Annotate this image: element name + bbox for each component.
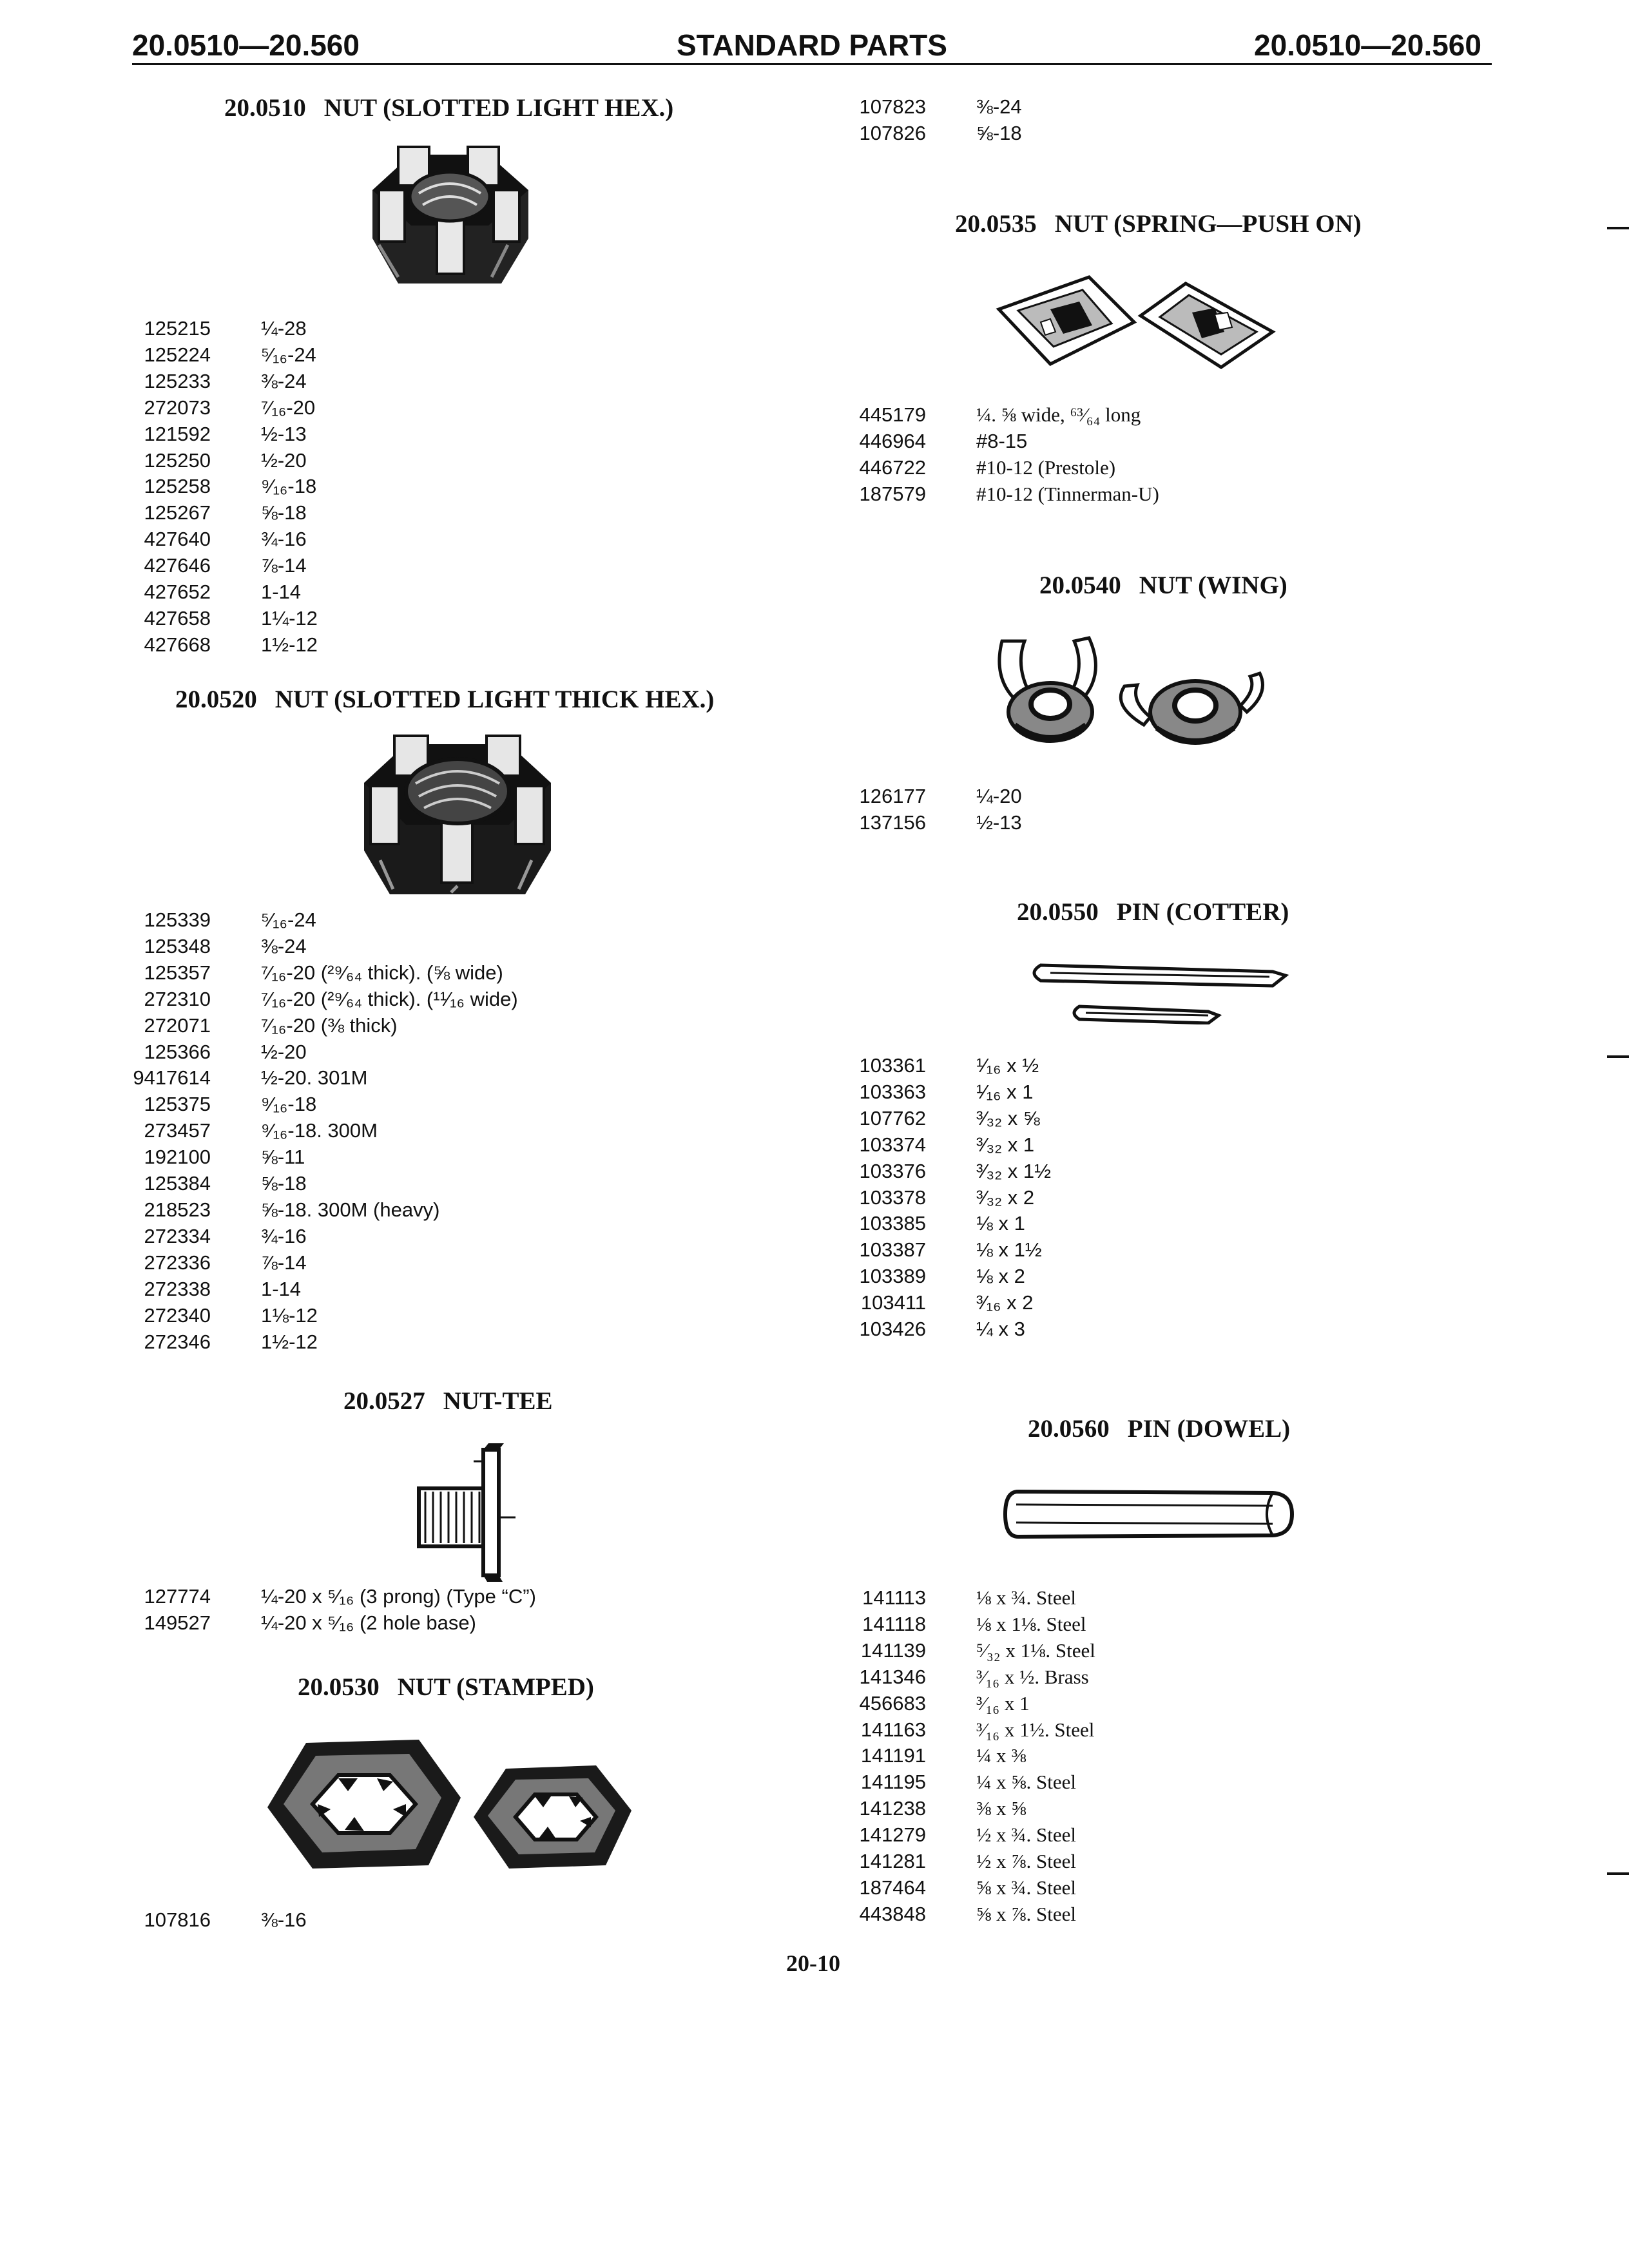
list-item — [841, 783, 1022, 810]
part-description: ⅜-24 — [976, 95, 1022, 118]
section-number: 20.0560 — [1028, 1415, 1110, 1443]
part-number: 103411 — [860, 1291, 926, 1314]
part-number: 125250 — [144, 448, 211, 472]
part-number: 137156 — [859, 811, 926, 834]
part-number: 187579 — [859, 482, 926, 505]
part-number: 272336 — [144, 1251, 211, 1274]
part-number: 272071 — [144, 1014, 211, 1037]
parts-list-0530-left — [126, 1907, 307, 1934]
part-number: 427652 — [144, 581, 211, 604]
header-left-range: 20.0510—20.560 — [132, 28, 360, 62]
list-item — [841, 1717, 1095, 1744]
parts-list-0527 — [126, 1584, 536, 1637]
section-name: NUT-TEE — [443, 1387, 553, 1415]
part-description: ³⁄₁₆ x ½. Brass — [976, 1665, 1089, 1688]
part-description: ⁵⁄₁₆-24 — [261, 343, 316, 366]
part-description: ³⁄₁₆ x 1 — [976, 1691, 1030, 1715]
part-number: 273457 — [144, 1119, 211, 1142]
part-description: ¼. ⅝ wide, ⁶³⁄₆₄ long — [976, 403, 1141, 426]
tee-nut-illustration — [412, 1443, 522, 1582]
part-number: 443848 — [859, 1902, 926, 1925]
part-number: 427646 — [144, 554, 211, 577]
list-item — [841, 120, 1022, 147]
part-number: 103378 — [859, 1186, 926, 1209]
section-name: NUT (SLOTTED LIGHT THICK HEX.) — [275, 686, 715, 713]
part-description: 1½-12 — [261, 1330, 318, 1353]
part-number: 141163 — [860, 1718, 926, 1741]
part-number: 107762 — [859, 1106, 926, 1129]
part-number: 427668 — [144, 633, 211, 656]
list-item — [841, 1638, 1095, 1664]
part-number: 125267 — [144, 501, 211, 524]
list-item — [126, 474, 318, 500]
part-number: 107826 — [859, 121, 926, 144]
section-number: 20.0530 — [298, 1673, 380, 1701]
part-description: ⅝-18 — [976, 121, 1022, 144]
part-description: ⁷⁄₁₆-20 — [261, 396, 316, 419]
list-item — [841, 1585, 1095, 1611]
part-number: 272338 — [144, 1277, 211, 1300]
part-description: ⁵⁄₃₂ x 1⅛. Steel — [976, 1639, 1095, 1662]
section-number: 20.0527 — [343, 1387, 425, 1415]
part-description: ½-13 — [976, 811, 1022, 834]
section-number: 20.0535 — [955, 210, 1037, 238]
list-item — [841, 1743, 1095, 1769]
list-item — [841, 1849, 1095, 1875]
section-title-0530 — [298, 1673, 594, 1702]
part-number: 456683 — [859, 1691, 926, 1715]
part-number: 187464 — [859, 1876, 926, 1899]
part-description: ⁹⁄₁₆-18 — [261, 475, 317, 498]
list-item — [126, 448, 318, 474]
section-name: NUT (WING) — [1139, 572, 1287, 599]
list-item — [841, 402, 1159, 428]
part-number: 103385 — [859, 1212, 926, 1235]
cotter-pin-illustration — [1025, 947, 1295, 1024]
list-item — [841, 1132, 1051, 1158]
part-description: 1-14 — [261, 581, 302, 604]
part-description: ¼ x ⅜ — [976, 1744, 1027, 1767]
part-description: ³⁄₃₂ x ⅝ — [976, 1106, 1040, 1129]
part-number: 125233 — [144, 369, 211, 392]
part-number: 103361 — [859, 1054, 926, 1077]
part-number: 141113 — [862, 1586, 926, 1609]
part-description: ⅜-16 — [261, 1908, 307, 1931]
list-item — [126, 1329, 518, 1356]
part-number: 127774 — [144, 1585, 211, 1608]
part-description: ¼-28 — [261, 317, 307, 340]
header-title: STANDARD PARTS — [677, 28, 947, 62]
section-name: PIN (COTTER) — [1116, 898, 1289, 926]
section-number: 20.0550 — [1017, 898, 1099, 926]
list-item — [841, 1237, 1051, 1264]
part-number: 125375 — [144, 1093, 211, 1116]
list-item — [126, 1610, 536, 1637]
list-item — [841, 1185, 1051, 1211]
list-item — [126, 369, 318, 395]
part-description: ⁹⁄₁₆-18. 300M — [261, 1119, 378, 1142]
part-number: 149527 — [144, 1611, 211, 1634]
list-item — [126, 316, 318, 342]
part-description: #10-12 (Prestole) — [976, 456, 1116, 479]
list-item — [841, 1901, 1095, 1928]
part-number: 141139 — [860, 1639, 926, 1662]
part-description: ⅝ x ⅞. Steel — [976, 1902, 1076, 1925]
list-item — [126, 1197, 518, 1224]
part-description: 1-14 — [261, 1277, 302, 1300]
margin-mark — [1607, 227, 1629, 229]
list-item — [126, 1039, 518, 1066]
part-description: ⁹⁄₁₆-18 — [261, 1093, 317, 1116]
part-number: 103426 — [859, 1318, 926, 1341]
section-title-0510 — [224, 93, 673, 122]
stamped-nut-illustration — [261, 1720, 651, 1881]
parts-list-0540 — [841, 783, 1022, 836]
part-description: ³⁄₁₆ x 1½. Steel — [976, 1718, 1095, 1741]
list-item — [841, 1106, 1051, 1132]
list-item — [126, 1584, 536, 1610]
section-title-0540 — [1039, 571, 1287, 600]
part-description: #8-15 — [976, 429, 1028, 452]
part-description: ⅞-14 — [261, 1251, 307, 1274]
part-description: ¹⁄₁₆ x ½ — [976, 1054, 1039, 1077]
parts-list-0520 — [126, 907, 518, 1355]
list-item — [126, 1250, 518, 1276]
section-number: 20.0540 — [1039, 572, 1121, 599]
part-number: 141191 — [860, 1744, 926, 1767]
part-number: 141238 — [859, 1797, 926, 1820]
list-item — [126, 1013, 518, 1039]
section-name: PIN (DOWEL) — [1127, 1415, 1291, 1443]
margin-mark — [1607, 1872, 1629, 1875]
list-item — [126, 934, 518, 960]
list-item — [126, 1144, 518, 1171]
part-number: 107816 — [144, 1908, 211, 1931]
part-number: 121592 — [144, 422, 211, 445]
slotted-thick-hex-nut-illustration — [354, 722, 561, 908]
part-number: 103376 — [859, 1159, 926, 1182]
part-description: ¼-20 x ⁵⁄₁₆ (2 hole base) — [261, 1611, 476, 1634]
part-number: 141279 — [859, 1823, 926, 1847]
list-item — [841, 1875, 1095, 1901]
part-number: 103363 — [859, 1080, 926, 1103]
part-description: 1¼-12 — [261, 606, 318, 629]
section-title-0560 — [1028, 1414, 1290, 1443]
part-description: ⅛ x 2 — [976, 1265, 1025, 1288]
margin-mark — [1607, 1055, 1629, 1058]
part-number: 141346 — [859, 1665, 926, 1688]
part-description: ½-20 — [261, 1040, 307, 1063]
list-item — [126, 960, 518, 986]
list-item — [126, 500, 318, 526]
part-number: 218523 — [144, 1198, 211, 1221]
part-description: ³⁄₃₂ x 1½ — [976, 1159, 1051, 1182]
list-item — [841, 1290, 1051, 1316]
list-item — [841, 1796, 1095, 1822]
part-description: ¼-20 x ⁵⁄₁₆ (3 prong) (Type “C”) — [261, 1585, 536, 1608]
part-description: ⁷⁄₁₆-20 (⅜ thick) — [261, 1014, 398, 1037]
list-item — [841, 1611, 1095, 1638]
list-item — [841, 1264, 1051, 1290]
part-description: ½ x ¾. Steel — [976, 1823, 1076, 1847]
list-item — [841, 1079, 1051, 1106]
part-description: ⅜-24 — [261, 369, 307, 392]
list-item — [126, 526, 318, 553]
part-number: 126177 — [859, 785, 926, 807]
part-number: 125215 — [144, 317, 211, 340]
list-item — [126, 1276, 518, 1303]
parts-list-0510 — [126, 316, 318, 658]
part-number: 125339 — [144, 908, 211, 931]
part-number: 446964 — [859, 429, 926, 452]
list-item — [126, 1118, 518, 1144]
header-rule — [132, 63, 1492, 65]
list-item — [126, 342, 318, 369]
part-number: 103387 — [859, 1238, 926, 1262]
part-description: 1⅛-12 — [261, 1303, 318, 1327]
part-description: ⅛ x 1½ — [976, 1238, 1042, 1262]
part-number: 141195 — [860, 1771, 926, 1794]
section-name: NUT (STAMPED) — [397, 1673, 594, 1701]
part-description: ⅝ x ¾. Steel — [976, 1876, 1076, 1899]
part-description: ⅛ x 1 — [976, 1212, 1025, 1235]
part-description: ⁷⁄₁₆-20 (²⁹⁄₆₄ thick). (¹¹⁄₁₆ wide) — [261, 987, 518, 1010]
list-item — [126, 1224, 518, 1250]
part-description: ½-20 — [261, 448, 307, 472]
part-number: 446722 — [859, 456, 926, 479]
list-item — [126, 606, 318, 632]
parts-list-0550 — [841, 1053, 1051, 1343]
list-item — [841, 481, 1159, 508]
part-description: ½-13 — [261, 422, 307, 445]
section-name: NUT (SLOTTED LIGHT HEX.) — [323, 94, 674, 122]
parts-list-0560 — [841, 1585, 1095, 1928]
list-item — [841, 1691, 1095, 1717]
section-title-0520 — [175, 685, 714, 714]
list-item — [126, 1171, 518, 1197]
parts-list-0530-right — [841, 94, 1022, 147]
part-description: ¼ x 3 — [976, 1318, 1025, 1341]
part-number: 272340 — [144, 1303, 211, 1327]
spring-push-on-nut-illustration — [992, 271, 1282, 387]
part-description: ½-20. 301M — [261, 1066, 368, 1090]
list-item — [841, 1664, 1095, 1691]
list-item — [841, 1053, 1051, 1079]
part-number: 125366 — [144, 1040, 211, 1063]
page-number: 20-10 — [786, 1950, 840, 1976]
part-description: #10-12 (Tinnerman-U) — [976, 482, 1159, 505]
part-number: 9417614 — [133, 1066, 211, 1090]
part-description: ³⁄₁₆ x 2 — [976, 1291, 1034, 1314]
part-number: 445179 — [859, 403, 926, 426]
part-description: ⁵⁄₁₆-24 — [261, 908, 316, 931]
part-number: 125224 — [144, 343, 211, 366]
list-item — [841, 810, 1022, 836]
list-item — [126, 1065, 518, 1091]
list-item — [841, 1158, 1051, 1185]
part-number: 125258 — [144, 475, 211, 498]
part-number: 427640 — [144, 528, 211, 551]
section-number: 20.0520 — [175, 686, 257, 713]
part-description: ¼ x ⅝. Steel — [976, 1771, 1076, 1794]
part-number: 272346 — [144, 1330, 211, 1353]
list-item — [126, 986, 518, 1013]
part-description: ³⁄₃₂ x 1 — [976, 1133, 1035, 1156]
list-item — [126, 395, 318, 421]
part-description: ⅝-18. 300M (heavy) — [261, 1198, 440, 1221]
part-number: 141118 — [862, 1612, 926, 1635]
part-description: ¾-16 — [261, 528, 307, 551]
list-item — [841, 94, 1022, 120]
section-title-0535 — [955, 209, 1362, 238]
list-item — [841, 1769, 1095, 1796]
parts-list-0535 — [841, 402, 1159, 508]
list-item — [126, 1091, 518, 1118]
section-title-0550 — [1017, 898, 1289, 927]
part-description: ⅛ x 1⅛. Steel — [976, 1612, 1086, 1635]
part-description: ³⁄₃₂ x 2 — [976, 1186, 1035, 1209]
part-number: 427658 — [144, 606, 211, 629]
part-description: ⅝-18 — [261, 501, 307, 524]
part-description: ⅜ x ⅝ — [976, 1797, 1027, 1820]
part-description: ⅝-11 — [261, 1146, 305, 1169]
part-description: ⅜-24 — [261, 934, 307, 957]
list-item — [126, 553, 318, 579]
part-description: ½ x ⅞. Steel — [976, 1850, 1076, 1873]
part-description: ⅝-18 — [261, 1172, 307, 1195]
list-item — [126, 421, 318, 448]
part-number: 103389 — [859, 1265, 926, 1288]
part-number: 141281 — [859, 1850, 926, 1873]
part-number: 125384 — [144, 1172, 211, 1195]
list-item — [126, 632, 318, 658]
section-title-0527 — [343, 1387, 553, 1416]
list-item — [841, 1822, 1095, 1849]
part-description: ¹⁄₁₆ x 1 — [976, 1080, 1034, 1103]
list-item — [841, 455, 1159, 481]
slotted-hex-nut-illustration — [360, 129, 540, 303]
dowel-pin-illustration — [1002, 1485, 1295, 1543]
section-name: NUT (SPRING—PUSH ON) — [1054, 210, 1362, 238]
header-right-range: 20.0510—20.560 — [1254, 28, 1481, 62]
part-description: ¼-20 — [976, 785, 1022, 807]
list-item — [841, 1211, 1051, 1237]
part-number: 107823 — [859, 95, 926, 118]
list-item — [126, 579, 318, 606]
part-number: 103374 — [859, 1133, 926, 1156]
list-item — [126, 1907, 307, 1934]
part-description: ⁷⁄₁₆-20 (²⁹⁄₆₄ thick). (⅝ wide) — [261, 961, 503, 984]
part-description: ⅛ x ¾. Steel — [976, 1586, 1076, 1609]
section-number: 20.0510 — [224, 94, 306, 122]
list-item — [126, 907, 518, 934]
part-number: 272310 — [144, 987, 211, 1010]
list-item — [126, 1303, 518, 1329]
wing-nut-illustration — [986, 628, 1269, 757]
part-number: 272334 — [144, 1224, 211, 1247]
part-number: 272073 — [144, 396, 211, 419]
list-item — [841, 428, 1159, 455]
part-number: 125348 — [144, 934, 211, 957]
part-description: 1½-12 — [261, 633, 318, 656]
part-description: ¾-16 — [261, 1224, 307, 1247]
list-item — [841, 1316, 1051, 1343]
part-number: 125357 — [144, 961, 211, 984]
part-number: 192100 — [144, 1146, 211, 1169]
part-description: ⅞-14 — [261, 554, 307, 577]
